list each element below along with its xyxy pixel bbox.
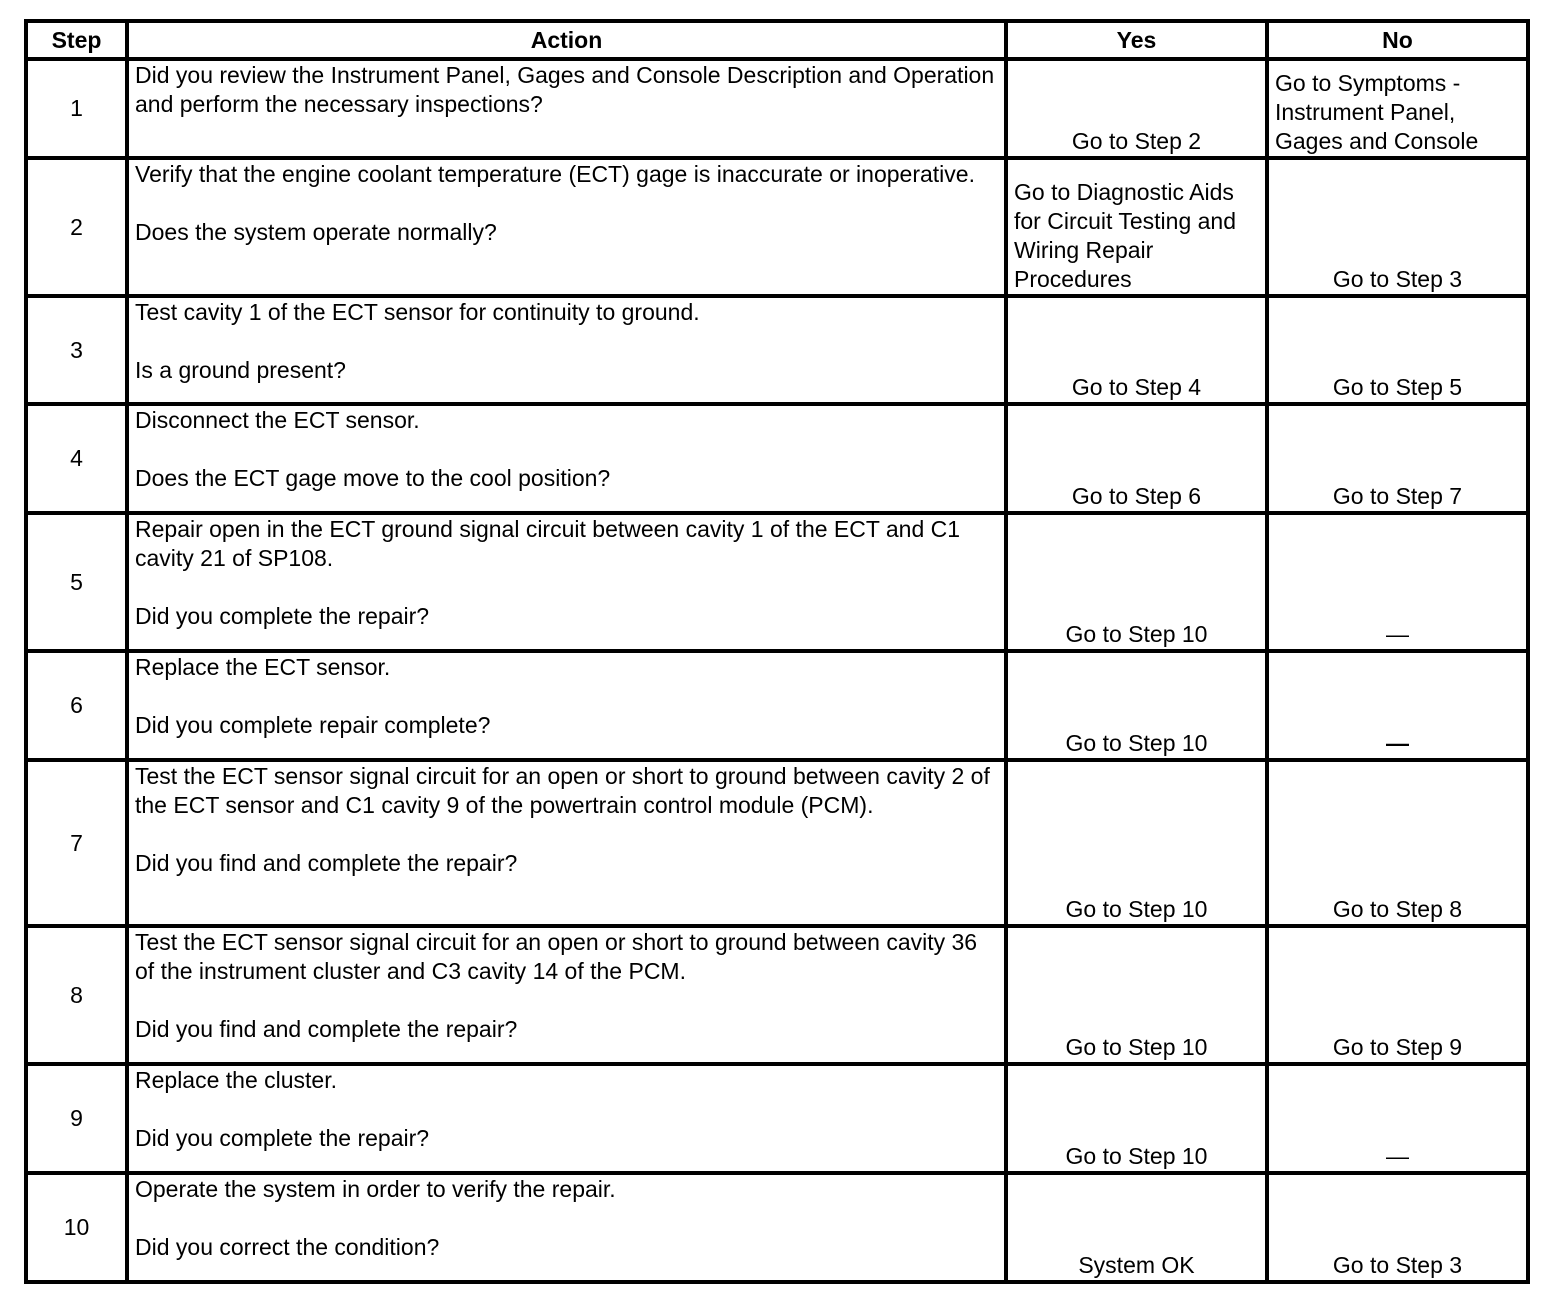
action-question: Did you complete the repair? [135,603,430,629]
header-row [26,21,1528,59]
no-result: Go to Step 9 [1267,926,1528,1064]
table-row [26,1064,1528,1173]
yes-result: Go to Step 10 [1006,760,1267,926]
action-instruction: Test cavity 1 of the ECT sensor for continuity to ground. [135,299,700,325]
step-number: 5 [26,513,127,651]
spacer [135,327,998,356]
step-number: 8 [26,926,127,1064]
table-row [26,404,1528,513]
action-instruction: Test the ECT sensor signal circuit for an open or short to ground between cavity 36 of the instrument cluster and C3 cavity 14 of the PCM. [135,929,978,984]
action-cell [127,158,1006,296]
action-question: Did you complete repair complete? [135,712,491,738]
step-number: 4 [26,404,127,513]
table-row [26,296,1528,404]
action-cell [127,59,1006,158]
header-step: Step [26,21,127,59]
spacer [135,435,998,464]
yes-result: Go to Step 4 [1006,296,1267,404]
step-number: 10 [26,1173,127,1282]
no-result: Go to Step 5 [1267,296,1528,404]
spacer [135,986,998,1015]
yes-result: Go to Step 10 [1006,513,1267,651]
action-question: Did you complete the repair? [135,1125,430,1151]
action-cell [127,1173,1006,1282]
action-question: Did you find and complete the repair? [135,850,518,876]
header-action: Action [127,21,1006,59]
table-row [26,760,1528,926]
action-question: Is a ground present? [135,357,346,383]
action-cell [127,760,1006,926]
spacer [135,189,998,218]
header-yes: Yes [1006,21,1267,59]
no-result: Go to Step 3 [1267,1173,1528,1282]
action-instruction: Repair open in the ECT ground signal circuit between cavity 1 of the ECT and C1 cavity 21 of SP108. [135,516,961,571]
no-result: Go to Step 8 [1267,760,1528,926]
table-row [26,1173,1528,1282]
step-number: 6 [26,651,127,760]
spacer [135,820,998,849]
action-cell [127,1064,1006,1173]
action-instruction: Test the ECT sensor signal circuit for an open or short to ground between cavity 2 of the ECT sensor and C1 cavity 9 of the powertrain control module (PCM). [135,763,990,818]
yes-result: Go to Step 10 [1006,926,1267,1064]
no-result: Go to Step 7 [1267,404,1528,513]
table-row [26,158,1528,296]
step-number: 9 [26,1064,127,1173]
action-instruction: Replace the ECT sensor. [135,654,391,680]
no-result: — [1267,1064,1528,1173]
yes-result: Go to Step 6 [1006,404,1267,513]
yes-result: System OK [1006,1173,1267,1282]
action-cell [127,926,1006,1064]
diagnostic-table [24,19,1530,1284]
action-instruction: Replace the cluster. [135,1067,338,1093]
action-cell [127,296,1006,404]
action-question: Does the system operate normally? [135,219,497,245]
no-result: Go to Step 3 [1267,158,1528,296]
table-row [26,513,1528,651]
action-cell [127,513,1006,651]
no-result: — [1267,513,1528,651]
action-instruction: Did you review the Instrument Panel, Gages and Console Description and Operation and perform the necessary inspections? [135,62,995,117]
diagnostic-table-container [24,19,1530,1284]
table-row [26,59,1528,158]
yes-result: Go to Step 10 [1006,651,1267,760]
action-question: Does the ECT gage move to the cool position? [135,465,611,491]
action-cell [127,651,1006,760]
yes-result: Go to Step 2 [1006,59,1267,158]
spacer [135,682,998,711]
yes-result: Go to Diagnostic Aids for Circuit Testing and Wiring Repair Procedures [1006,158,1267,296]
spacer [135,1095,998,1124]
table-row [26,926,1528,1064]
action-instruction: Verify that the engine coolant temperature (ECT) gage is inaccurate or inoperative. [135,161,975,187]
action-question: Did you find and complete the repair? [135,1016,518,1042]
action-instruction: Operate the system in order to verify the repair. [135,1176,616,1202]
action-cell [127,404,1006,513]
header-no: No [1267,21,1528,59]
action-instruction: Disconnect the ECT sensor. [135,407,420,433]
no-result: — [1267,651,1528,760]
step-number: 3 [26,296,127,404]
spacer [135,573,998,602]
step-number: 2 [26,158,127,296]
step-number: 1 [26,59,127,158]
table-row [26,651,1528,760]
no-result: Go to Symptoms - Instrument Panel, Gages and Console [1267,59,1528,158]
spacer [135,1204,998,1233]
action-question: Did you correct the condition? [135,1234,440,1260]
yes-result: Go to Step 10 [1006,1064,1267,1173]
step-number: 7 [26,760,127,926]
